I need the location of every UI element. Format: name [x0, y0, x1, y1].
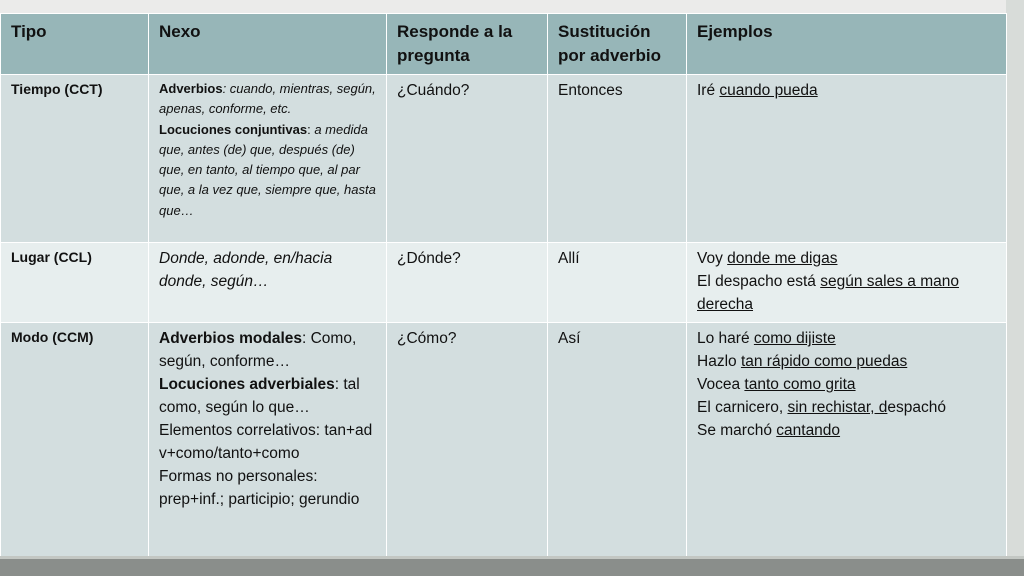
example-line: El carnicero, sin rechistar, despachó: [697, 399, 946, 416]
adverbial-clauses-table: [0, 13, 1007, 559]
table-row-lugar: [1, 243, 1007, 323]
header-adverbio: Sustitución por adverbio: [548, 14, 687, 75]
cell-nexo: Donde, adonde, en/hacia donde, según…: [149, 243, 387, 323]
table-row-tiempo: [1, 75, 1007, 243]
cell-tipo: Lugar (CCL): [1, 243, 149, 323]
example-line: Vocea tanto como grita: [697, 376, 856, 393]
cell-nexo: [149, 323, 387, 559]
cell-nexo: [149, 75, 387, 243]
example-line: Hazlo tan rápido como puedas: [697, 353, 908, 370]
cell-tipo: Modo (CCM): [1, 323, 149, 559]
cell-tipo: Tiempo (CCT): [1, 75, 149, 243]
example-line: El despacho está según sales a mano derecha: [697, 273, 959, 313]
cell-adverbio: Así: [548, 323, 687, 559]
cell-pregunta: ¿Cuándo?: [387, 75, 548, 243]
cell-adverbio: Allí: [548, 243, 687, 323]
header-tipo: Tipo: [1, 14, 149, 75]
cell-pregunta: ¿Cómo?: [387, 323, 548, 559]
nexo-text: : cuando, mientras, según, apenas, conforme, etc.: [159, 81, 376, 117]
header-row: [1, 14, 1007, 75]
nexo-text: : Como, según, conforme…: [159, 330, 357, 370]
header-nexo: Nexo: [149, 14, 387, 75]
slide-footer-bar: [0, 556, 1024, 576]
nexo-text: Elementos correlativos: tan+adv+como/tanto+como: [159, 422, 373, 462]
cell-ejemplos: [687, 323, 1007, 559]
cell-adverbio: Entonces: [548, 75, 687, 243]
example-line: Lo haré como dijiste: [697, 330, 836, 347]
footer-accent-line: [0, 556, 1024, 559]
cell-ejemplos: [687, 243, 1007, 323]
nexo-term: Adverbios: [159, 81, 223, 96]
header-pregunta: Responde a la pregunta: [387, 14, 548, 75]
example-line: Iré cuando pueda: [697, 82, 818, 99]
nexo-text: Formas no personales: prep+inf.; participio; gerundio: [159, 468, 360, 508]
nexo-text: :: [307, 121, 315, 137]
example-line: Se marchó cantando: [697, 422, 841, 439]
nexo-text: : tal como, según lo que…: [159, 376, 360, 416]
nexo-text: a medida que, antes (de) que, después (de) que, en tanto, al tiempo que, al par que, a la vez que, siempre que, hasta que…: [159, 121, 376, 218]
table-row-modo: [1, 323, 1007, 559]
cell-pregunta: ¿Dónde?: [387, 243, 548, 323]
nexo-term: Locuciones adverbiales: [159, 376, 335, 393]
slide-background-strip: [1006, 0, 1024, 576]
nexo-term: Locuciones conjuntivas: [159, 121, 308, 137]
cell-ejemplos: [687, 75, 1007, 243]
header-ejemplos: Ejemplos: [687, 14, 1007, 75]
example-line: Voy donde me digas: [697, 250, 838, 267]
nexo-term: Adverbios modales: [159, 330, 302, 347]
